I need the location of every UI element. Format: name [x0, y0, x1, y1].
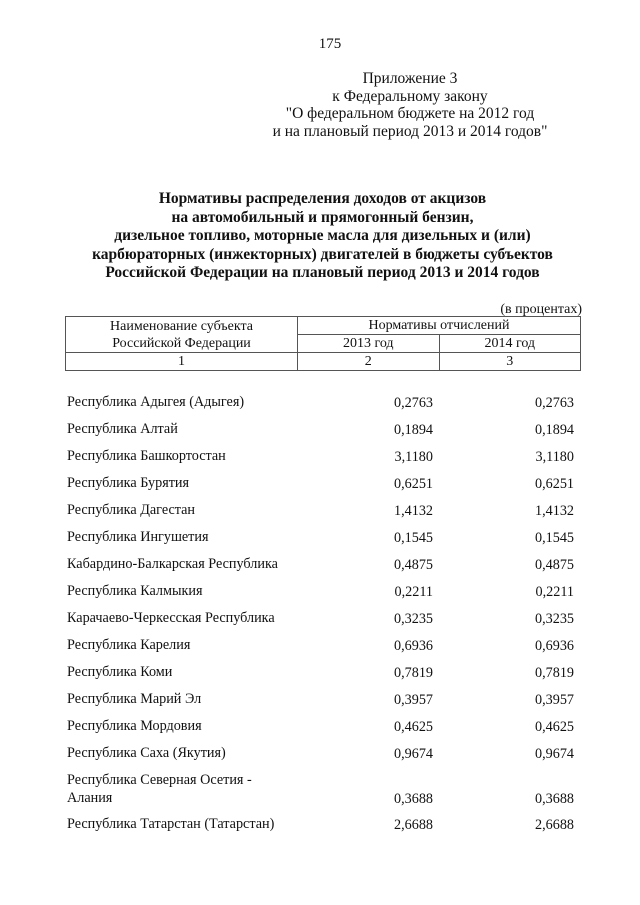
appendix-line: Приложение 3: [362, 70, 458, 87]
title-line: Нормативы распределения доходов от акцизов: [158, 190, 487, 207]
title-line: дизельное топливо, моторные масла для дизельных и (или): [114, 227, 531, 244]
table-row: [67, 609, 577, 636]
region-name: Республика Башкортостан: [67, 448, 226, 464]
region-name: Республика Татарстан (Татарстан): [67, 816, 275, 832]
region-name: Карачаево-Черкесская Республика: [67, 610, 275, 626]
appendix-line: "О федеральном бюджете на 2012 год: [285, 105, 535, 122]
value-2014: 1,4132: [534, 503, 574, 519]
appendix-line: к Федеральному закону: [332, 87, 488, 105]
title-line: Российской Федерации на плановый период 2013 и 2014 годов: [105, 264, 540, 281]
region-name: Республика Карелия: [67, 637, 191, 653]
header-subject-line: Российской Федерации: [112, 335, 251, 351]
region-name: Республика Марий Эл: [67, 691, 202, 707]
value-2014: 0,6251: [534, 476, 574, 492]
table-header: [65, 316, 581, 371]
region-name: Республика Адыгея (Адыгея): [67, 394, 245, 410]
value-2013: 0,6251: [393, 476, 433, 492]
value-2014: 0,9674: [534, 746, 574, 762]
value-2014: 0,4625: [534, 719, 574, 735]
header-col-number: 1: [66, 353, 298, 371]
header-subject-line: Наименование субъекта: [110, 318, 253, 334]
table-row: [67, 393, 577, 420]
value-2013: 0,6936: [393, 638, 433, 654]
value-2013: 0,3957: [393, 692, 433, 708]
header-col-number: 3: [439, 353, 581, 371]
value-2013: 0,3235: [393, 611, 433, 627]
value-2014: 0,3235: [534, 611, 574, 627]
value-2013: 0,2211: [394, 584, 433, 600]
title-line: карбюраторных (инжекторных) двигателей в бюджеты субъектов: [92, 245, 553, 263]
table-row: [67, 528, 577, 555]
table-row: [67, 474, 577, 501]
region-name: Республика Калмыкия: [67, 583, 203, 599]
title-line: на автомобильный и прямогонный бензин,: [171, 208, 474, 226]
value-2013: 3,1180: [394, 449, 433, 465]
appendix-line: и на плановый период 2013 и 2014 годов": [272, 122, 548, 140]
page-number: 175: [318, 36, 342, 52]
table-row: [67, 744, 577, 771]
table-row: [67, 447, 577, 474]
region-name: Кабардино-Балкарская Республика: [67, 556, 278, 572]
value-2014: 0,4875: [534, 557, 574, 573]
value-2013: 1,4132: [393, 503, 433, 519]
value-2013: 0,2763: [393, 395, 433, 411]
document-title: [40, 190, 605, 283]
header-group: Нормативы отчислений: [298, 317, 581, 335]
appendix-header: [240, 70, 580, 140]
value-2014: 2,6688: [534, 817, 574, 833]
region-name: Республика Бурятия: [67, 475, 190, 491]
region-name: Республика Коми: [67, 664, 173, 680]
table-row: [67, 771, 577, 815]
units-note: (в процентах): [500, 302, 582, 317]
table-row: [67, 555, 577, 582]
table-row: [67, 717, 577, 744]
value-2014: 0,3688: [534, 791, 574, 807]
table-row: [67, 690, 577, 717]
header-subject-name: [66, 317, 298, 353]
table-row: [67, 636, 577, 663]
region-name: Республика Дагестан: [67, 502, 196, 518]
region-name: Республика Мордовия: [67, 718, 202, 734]
region-name-line: Республика Северная Осетия -: [67, 772, 252, 788]
value-2013: 0,1894: [393, 422, 433, 438]
header-year-2014: 2014 год: [439, 335, 581, 353]
value-2014: 0,6936: [534, 638, 574, 654]
value-2014: 0,1545: [534, 530, 574, 546]
table-row: [67, 815, 577, 842]
region-name: Республика Алтай: [67, 421, 178, 437]
region-name-line: Алания: [67, 790, 113, 806]
value-2013: 0,9674: [393, 746, 433, 762]
value-2014: 0,2211: [535, 584, 574, 600]
table-row: [67, 420, 577, 447]
value-2013: 0,1545: [393, 530, 433, 546]
table-body: [67, 393, 577, 842]
value-2014: 0,7819: [534, 665, 574, 681]
region-name: Республика Ингушетия: [67, 529, 209, 545]
value-2014: 0,2763: [534, 395, 574, 411]
header-col-number: 2: [298, 353, 440, 371]
region-name: Республика Саха (Якутия): [67, 745, 226, 761]
value-2014: 0,3957: [534, 692, 574, 708]
table-row: [67, 663, 577, 690]
value-2014: 3,1180: [535, 449, 574, 465]
value-2013: 0,4625: [393, 719, 433, 735]
table-row: [67, 582, 577, 609]
value-2013: 0,4875: [393, 557, 433, 573]
header-year-2013: 2013 год: [298, 335, 440, 353]
value-2013: 2,6688: [393, 817, 433, 833]
table-row: [67, 501, 577, 528]
value-2013: 0,3688: [393, 791, 433, 807]
region-name: [67, 771, 327, 807]
value-2014: 0,1894: [534, 422, 574, 438]
value-2013: 0,7819: [393, 665, 433, 681]
